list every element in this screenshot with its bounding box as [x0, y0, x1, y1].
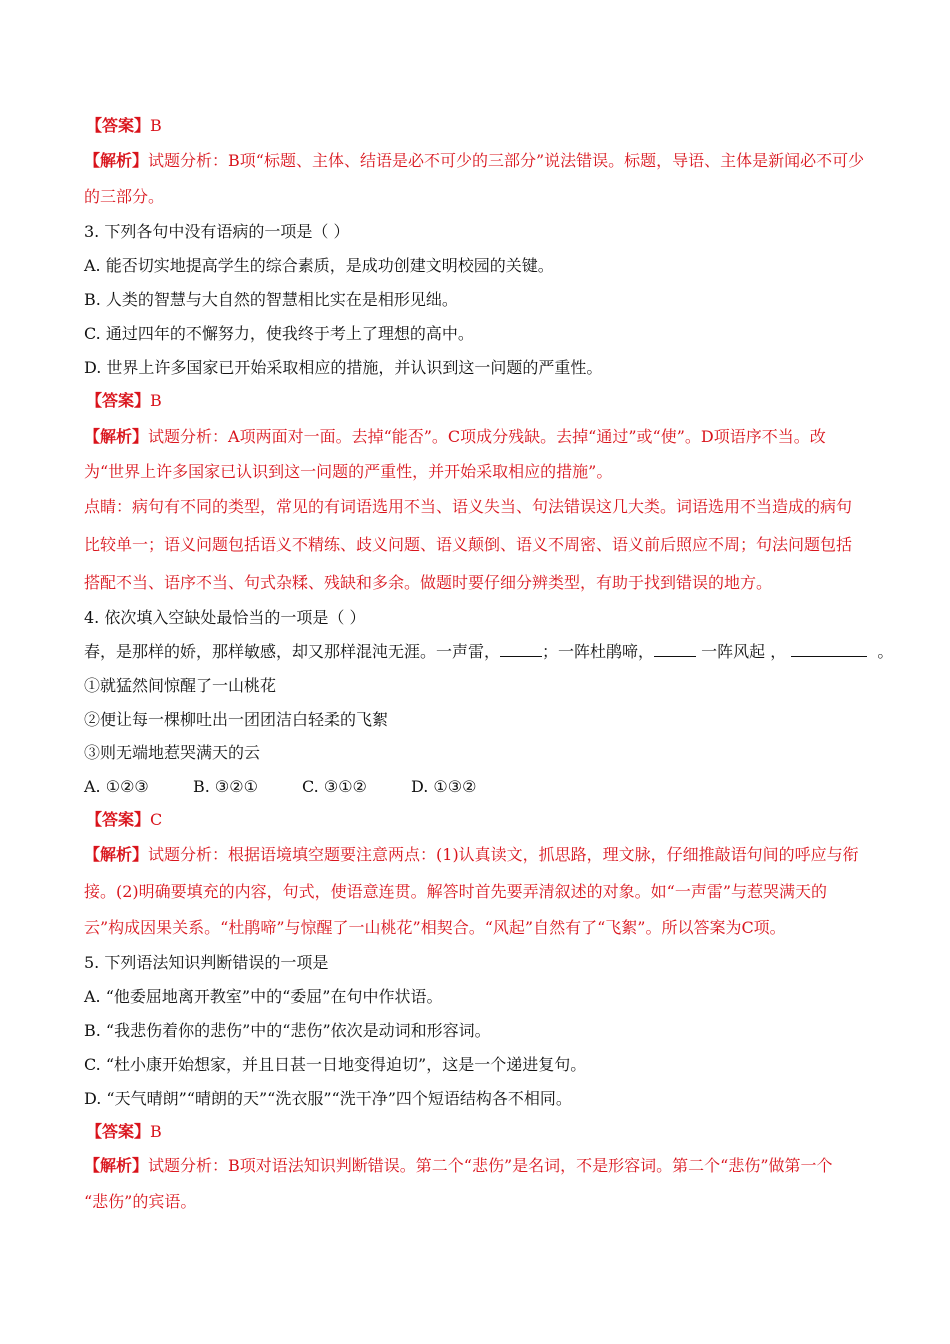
passage-text-2: ；一阵杜鹃啼，	[542, 642, 655, 661]
q4-item-1: ①就猛然间惊醒了一山桃花	[84, 676, 277, 695]
answer-label: 【答案】	[86, 1122, 151, 1141]
q4-analysis-line2: 接。(2)明确要填充的内容，句式，使语意连贯。解答时首先要弄清叙述的对象。如“一声雷”与惹哭满天的	[84, 882, 828, 901]
q5-answer	[86, 1122, 162, 1142]
q3-tip-line3: 搭配不当、语序不当、句式杂糅、残缺和多余。做题时要仔细分辨类型，有助于找到错误的地方。	[84, 573, 773, 592]
q4-option-d: D. ①③②	[411, 777, 477, 796]
q3-stem: 3. 下列各句中没有语病的一项是（ ）	[84, 222, 350, 241]
q5-stem: 5. 下列语法知识判断错误的一项是	[84, 953, 329, 972]
analysis-label: 【解析】	[84, 427, 149, 446]
q5-analysis-line1	[84, 1156, 833, 1176]
blank-2	[654, 642, 696, 657]
q3-tip-line2: 比较单一；语义问题包括语义不精练、歧义问题、语义颠倒、语义不周密、语义前后照应不周；句法问题包括	[84, 535, 853, 554]
q4-stem: 4. 依次填入空缺处最恰当的一项是（ ）	[84, 608, 366, 627]
q3-tip-line1: 点睛：病句有不同的类型，常见的有词语选用不当、语义失当、句法错误这几大类。词语选用不当造成的病句	[84, 497, 853, 516]
q4-item-2: ②便让每一棵柳吐出一团团洁白轻柔的飞絮	[84, 710, 389, 729]
analysis-text: 试题分析：B项“标题、主体、结语是必不可少的三部分”说法错误。标题，导语、主体是新闻必不可少	[148, 151, 865, 170]
analysis-label: 【解析】	[84, 1156, 149, 1175]
q3-option-a: A. 能否切实地提高学生的综合素质，是成功创建文明校园的关键。	[84, 256, 554, 275]
blank-3	[791, 642, 867, 657]
q5-analysis-line2: “悲伤”的宾语。	[84, 1192, 197, 1211]
analysis-label: 【解析】	[84, 845, 149, 864]
q4-answer	[86, 810, 162, 830]
q3-answer	[86, 391, 162, 411]
answer-value: B	[150, 116, 162, 135]
answer-value: B	[150, 391, 162, 410]
answer-value: C	[150, 810, 163, 829]
q2-answer	[86, 116, 162, 136]
q4-analysis-line1	[84, 845, 859, 865]
q5-option-b: B. “我悲伤着你的悲伤”中的“悲伤”依次是动词和形容词。	[84, 1021, 491, 1040]
answer-label: 【答案】	[86, 116, 151, 135]
q2-analysis-line2: 的三部分。	[84, 187, 165, 206]
answer-label: 【答案】	[86, 391, 151, 410]
q4-option-a: A. ①②③	[84, 777, 149, 796]
q5-option-c: C. “杜小康开始想家，并且日甚一日地变得迫切”，这是一个递进复句。	[84, 1055, 587, 1074]
passage-text-3: 一阵风起 ，	[696, 642, 787, 661]
q3-option-c: C. 通过四年的不懈努力，使我终于考上了理想的高中。	[84, 324, 474, 343]
blank-1	[500, 642, 542, 657]
q4-option-c: C. ③①②	[302, 777, 367, 796]
analysis-text: 试题分析：根据语境填空题要注意两点：(1)认真读文，抓思路，理文脉，仔细推敲语句间的呼应与衔	[148, 845, 859, 864]
q4-passage	[84, 642, 893, 662]
q5-option-a: A. “他委屈地离开教室”中的“委屈”在句中作状语。	[84, 987, 443, 1006]
q2-analysis-line1	[84, 151, 864, 171]
q4-option-b: B. ③②①	[193, 777, 258, 796]
answer-value: B	[150, 1122, 162, 1141]
q3-option-d: D. 世界上许多国家已开始采取相应的措施，并认识到这一问题的严重性。	[84, 358, 603, 377]
q3-analysis-line2: 为“世界上许多国家已认识到这一问题的严重性，并开始采取相应的措施”。	[84, 462, 613, 481]
q4-analysis-line3: 云”构成因果关系。“杜鹃啼”与惊醒了一山桃花”相契合。“风起”自然有了“飞絮”。所以答案为C项。	[84, 918, 786, 937]
analysis-text: 试题分析：A项两面对一面。去掉“能否”。C项成分残缺。去掉“通过”或“使”。D项语序不当。改	[148, 427, 826, 446]
passage-text-1: 春，是那样的娇，那样敏感，却又那样混沌无涯。一声雷，	[84, 642, 501, 661]
analysis-text: 试题分析：B项对语法知识判断错误。第二个“悲伤”是名词，不是形容词。第二个“悲伤”做第一个	[148, 1156, 833, 1175]
q5-option-d: D. “天气晴朗”“晴朗的天”“洗衣服”“洗干净”四个短语结构各不相同。	[84, 1089, 572, 1108]
analysis-label: 【解析】	[84, 151, 149, 170]
q3-option-b: B. 人类的智慧与大自然的智慧相比实在是相形见绌。	[84, 290, 458, 309]
q3-analysis-line1	[84, 427, 826, 447]
q4-item-3: ③则无端地惹哭满天的云	[84, 743, 261, 762]
passage-end: 。	[877, 642, 894, 661]
answer-label: 【答案】	[86, 810, 151, 829]
